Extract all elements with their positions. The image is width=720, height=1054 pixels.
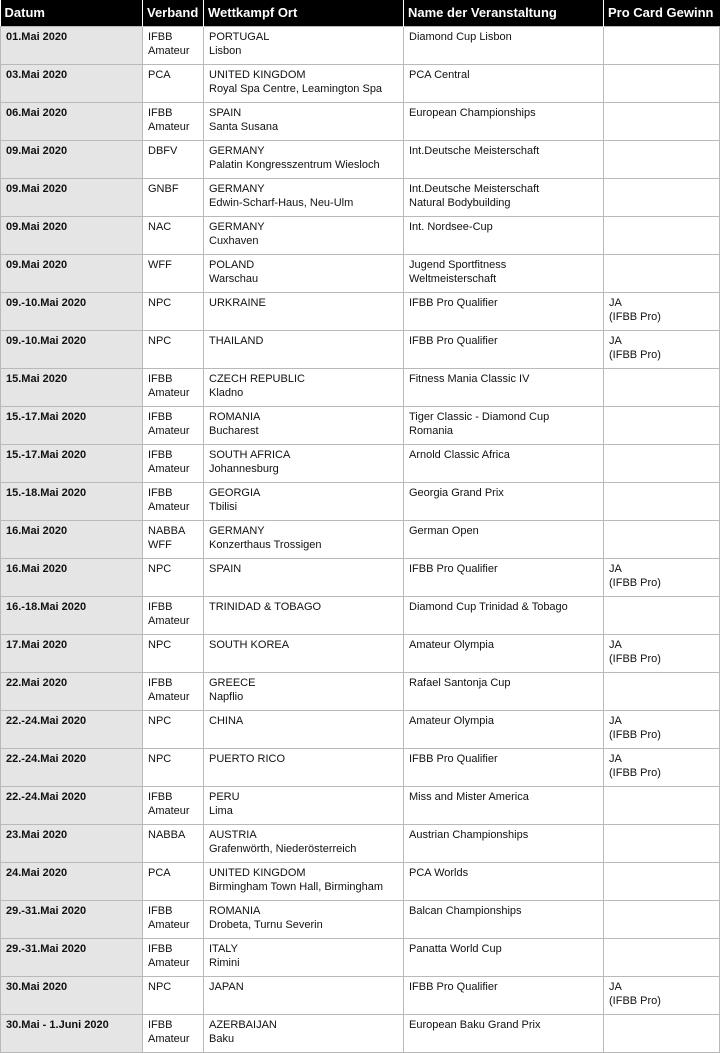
cell-location-line: POLAND — [209, 259, 255, 271]
cell-federation — [143, 369, 204, 407]
table-row — [1, 1015, 720, 1053]
cell-location — [204, 483, 404, 521]
cell-location-line: ROMANIA — [209, 905, 261, 917]
cell-location — [204, 559, 404, 597]
cell-federation — [143, 141, 204, 179]
cell-federation — [143, 1015, 204, 1053]
cell-federation-line: IFBB — [148, 487, 173, 499]
cell-date: 22.-24.Mai 2020 — [1, 787, 143, 825]
cell-federation-line: Amateur — [148, 919, 190, 931]
cell-location — [204, 293, 404, 331]
cell-location — [204, 521, 404, 559]
cell-federation — [143, 787, 204, 825]
cell-event — [404, 1015, 604, 1053]
cell-federation-line: NPC — [148, 563, 172, 575]
table-row — [1, 445, 720, 483]
cell-location — [204, 331, 404, 369]
cell-federation-line: NPC — [148, 639, 172, 651]
cell-procard-line: (IFBB Pro) — [609, 767, 661, 779]
table-body — [1, 27, 720, 1053]
cell-event — [404, 293, 604, 331]
cell-federation — [143, 103, 204, 141]
cell-location-line: UNITED KINGDOM — [209, 69, 306, 81]
cell-location-line: Santa Susana — [209, 121, 279, 133]
cell-procard — [604, 179, 720, 217]
cell-federation — [143, 445, 204, 483]
table-row — [1, 217, 720, 255]
cell-event-line: German Open — [409, 525, 479, 537]
cell-event-line: Weltmeisterschaft — [409, 273, 497, 285]
table-row — [1, 103, 720, 141]
cell-location-line: SOUTH AFRICA — [209, 449, 291, 461]
cell-location — [204, 179, 404, 217]
cell-location-line: ROMANIA — [209, 411, 261, 423]
cell-event — [404, 103, 604, 141]
header-date: Datum — [1, 0, 143, 27]
cell-event-line: Jugend Sportfitness — [409, 259, 507, 271]
cell-event — [404, 407, 604, 445]
cell-location-line: AZERBAIJAN — [209, 1019, 277, 1031]
cell-location — [204, 711, 404, 749]
cell-date: 22.-24.Mai 2020 — [1, 711, 143, 749]
cell-event — [404, 711, 604, 749]
cell-location-line: CZECH REPUBLIC — [209, 373, 305, 385]
cell-federation-line: Amateur — [148, 957, 190, 969]
cell-event-line: IFBB Pro Qualifier — [409, 297, 498, 309]
cell-procard — [604, 65, 720, 103]
cell-location-line: Grafenwörth, Niederösterreich — [209, 843, 357, 855]
cell-event-line: Tiger Classic - Diamond Cup — [409, 411, 550, 423]
cell-location-line: PORTUGAL — [209, 31, 270, 43]
cell-location — [204, 825, 404, 863]
cell-date: 29.-31.Mai 2020 — [1, 901, 143, 939]
cell-procard — [604, 1015, 720, 1053]
table-row — [1, 521, 720, 559]
table-row — [1, 141, 720, 179]
cell-federation-line: NPC — [148, 753, 172, 765]
cell-federation — [143, 597, 204, 635]
cell-location-line: Kladno — [209, 387, 244, 399]
table-row — [1, 179, 720, 217]
cell-event-line: Int.Deutsche Meisterschaft — [409, 183, 540, 195]
cell-date: 22.Mai 2020 — [1, 673, 143, 711]
cell-procard-line: JA — [609, 563, 622, 575]
cell-federation-line: IFBB — [148, 449, 173, 461]
cell-location-line: Baku — [209, 1033, 235, 1045]
cell-date: 17.Mai 2020 — [1, 635, 143, 673]
cell-location-line: Konzerthaus Trossigen — [209, 539, 322, 551]
cell-federation-line: IFBB — [148, 31, 173, 43]
cell-location-line: CHINA — [209, 715, 244, 727]
cell-procard-line: (IFBB Pro) — [609, 311, 661, 323]
cell-location — [204, 597, 404, 635]
cell-event-line: Miss and Mister America — [409, 791, 529, 803]
cell-procard — [604, 103, 720, 141]
cell-federation-line: IFBB — [148, 677, 173, 689]
cell-federation-line: IFBB — [148, 411, 173, 423]
cell-location-line: PERU — [209, 791, 240, 803]
cell-event-line: Diamond Cup Trinidad & Tobago — [409, 601, 568, 613]
cell-date: 09.Mai 2020 — [1, 179, 143, 217]
cell-date: 29.-31.Mai 2020 — [1, 939, 143, 977]
cell-procard — [604, 939, 720, 977]
cell-location-line: Drobeta, Turnu Severin — [209, 919, 323, 931]
cell-federation-line: NPC — [148, 335, 172, 347]
cell-event — [404, 521, 604, 559]
cell-event — [404, 65, 604, 103]
cell-location-line: THAILAND — [209, 335, 264, 347]
cell-federation — [143, 749, 204, 787]
table-row — [1, 597, 720, 635]
cell-event-line: Balcan Championships — [409, 905, 522, 917]
cell-location-line: GERMANY — [209, 145, 265, 157]
cell-date: 09.Mai 2020 — [1, 255, 143, 293]
cell-date: 23.Mai 2020 — [1, 825, 143, 863]
cell-event-line: European Baku Grand Prix — [409, 1019, 541, 1031]
cell-location-line: Rimini — [209, 957, 240, 969]
cell-federation — [143, 217, 204, 255]
cell-federation — [143, 559, 204, 597]
cell-procard — [604, 483, 720, 521]
cell-procard — [604, 445, 720, 483]
cell-event — [404, 255, 604, 293]
cell-event-line: IFBB Pro Qualifier — [409, 563, 498, 575]
cell-federation-line: GNBF — [148, 183, 179, 195]
cell-location — [204, 103, 404, 141]
table-row — [1, 749, 720, 787]
cell-procard-line: (IFBB Pro) — [609, 729, 661, 741]
cell-procard — [604, 901, 720, 939]
cell-event — [404, 369, 604, 407]
cell-location-line: SPAIN — [209, 107, 242, 119]
cell-event — [404, 597, 604, 635]
cell-federation-line: NABBA — [148, 829, 186, 841]
cell-location-line: Edwin-Scharf-Haus, Neu-Ulm — [209, 197, 354, 209]
table-row — [1, 293, 720, 331]
cell-location-line: Cuxhaven — [209, 235, 259, 247]
cell-procard — [604, 787, 720, 825]
cell-location-line: AUSTRIA — [209, 829, 257, 841]
cell-location — [204, 407, 404, 445]
cell-date: 09.Mai 2020 — [1, 141, 143, 179]
table-row — [1, 939, 720, 977]
table-row — [1, 635, 720, 673]
cell-federation-line: Amateur — [148, 805, 190, 817]
cell-federation-line: PCA — [148, 69, 171, 81]
header-federation: Verband — [143, 0, 204, 27]
cell-event — [404, 863, 604, 901]
cell-federation — [143, 635, 204, 673]
cell-procard-line: (IFBB Pro) — [609, 653, 661, 665]
cell-date: 03.Mai 2020 — [1, 65, 143, 103]
cell-procard — [604, 27, 720, 65]
cell-procard — [604, 711, 720, 749]
cell-event-line: PCA Central — [409, 69, 470, 81]
cell-date: 15.Mai 2020 — [1, 369, 143, 407]
cell-federation-line: Amateur — [148, 691, 190, 703]
cell-federation-line: Amateur — [148, 615, 190, 627]
cell-federation-line: Amateur — [148, 387, 190, 399]
cell-event — [404, 977, 604, 1015]
cell-federation — [143, 863, 204, 901]
cell-location — [204, 141, 404, 179]
cell-location-line: Birmingham Town Hall, Birmingham — [209, 881, 384, 893]
header-event: Name der Veranstaltung — [404, 0, 604, 27]
cell-date: 16.Mai 2020 — [1, 521, 143, 559]
cell-location-line: GERMANY — [209, 525, 265, 537]
cell-procard — [604, 977, 720, 1015]
table-row — [1, 369, 720, 407]
table-row — [1, 255, 720, 293]
cell-location-line: JAPAN — [209, 981, 244, 993]
cell-event-line: Amateur Olympia — [409, 715, 494, 727]
cell-federation-line: IFBB — [148, 601, 173, 613]
table-header — [1, 0, 720, 27]
cell-federation-line: Amateur — [148, 121, 190, 133]
cell-procard — [604, 673, 720, 711]
cell-location-line: TRINIDAD & TOBAGO — [209, 601, 322, 613]
cell-location — [204, 863, 404, 901]
cell-federation-line: Amateur — [148, 463, 190, 475]
cell-event — [404, 673, 604, 711]
table-row — [1, 483, 720, 521]
cell-location — [204, 787, 404, 825]
cell-date: 15.-17.Mai 2020 — [1, 445, 143, 483]
cell-location-line: Bucharest — [209, 425, 259, 437]
cell-procard — [604, 863, 720, 901]
cell-event-line: Int.Deutsche Meisterschaft — [409, 145, 540, 157]
cell-procard — [604, 559, 720, 597]
cell-location-line: URKRAINE — [209, 297, 266, 309]
cell-date: 01.Mai 2020 — [1, 27, 143, 65]
table-row — [1, 977, 720, 1015]
cell-event — [404, 483, 604, 521]
table-row — [1, 711, 720, 749]
cell-location-line: SPAIN — [209, 563, 242, 575]
cell-event-line: Amateur Olympia — [409, 639, 494, 651]
cell-date: 15.-17.Mai 2020 — [1, 407, 143, 445]
cell-location — [204, 65, 404, 103]
cell-procard — [604, 407, 720, 445]
cell-event — [404, 27, 604, 65]
cell-federation-line: NAC — [148, 221, 172, 233]
cell-date: 16.Mai 2020 — [1, 559, 143, 597]
cell-federation-line: Amateur — [148, 45, 190, 57]
table-row — [1, 825, 720, 863]
table-row — [1, 27, 720, 65]
cell-procard-line: JA — [609, 639, 622, 651]
cell-federation — [143, 939, 204, 977]
cell-federation-line: NPC — [148, 297, 172, 309]
cell-procard — [604, 293, 720, 331]
cell-date: 30.Mai 2020 — [1, 977, 143, 1015]
cell-event — [404, 179, 604, 217]
cell-date: 09.-10.Mai 2020 — [1, 293, 143, 331]
header-procard: Pro Card Gewinn — [604, 0, 720, 27]
cell-event-line: Georgia Grand Prix — [409, 487, 504, 499]
cell-federation-line: IFBB — [148, 905, 173, 917]
cell-event — [404, 749, 604, 787]
cell-date: 16.-18.Mai 2020 — [1, 597, 143, 635]
cell-procard — [604, 597, 720, 635]
cell-location — [204, 749, 404, 787]
cell-procard — [604, 749, 720, 787]
cell-federation — [143, 711, 204, 749]
cell-federation — [143, 483, 204, 521]
cell-location-line: Warschau — [209, 273, 259, 285]
cell-location — [204, 635, 404, 673]
cell-federation — [143, 65, 204, 103]
cell-location-line: PUERTO RICO — [209, 753, 285, 765]
cell-federation — [143, 977, 204, 1015]
cell-event-line: Arnold Classic Africa — [409, 449, 510, 461]
cell-location — [204, 901, 404, 939]
cell-location-line: GREECE — [209, 677, 256, 689]
cell-procard — [604, 217, 720, 255]
cell-event — [404, 559, 604, 597]
cell-date: 30.Mai - 1.Juni 2020 — [1, 1015, 143, 1053]
cell-federation — [143, 27, 204, 65]
cell-procard — [604, 825, 720, 863]
cell-date: 06.Mai 2020 — [1, 103, 143, 141]
cell-location — [204, 445, 404, 483]
cell-federation-line: IFBB — [148, 943, 173, 955]
cell-event-line: IFBB Pro Qualifier — [409, 981, 498, 993]
cell-federation — [143, 673, 204, 711]
cell-event — [404, 141, 604, 179]
cell-procard — [604, 255, 720, 293]
table-row — [1, 901, 720, 939]
table-row — [1, 407, 720, 445]
cell-event-line: PCA Worlds — [409, 867, 469, 879]
cell-location — [204, 939, 404, 977]
cell-date: 22.-24.Mai 2020 — [1, 749, 143, 787]
cell-location-line: Johannesburg — [209, 463, 279, 475]
cell-location-line: ITALY — [209, 943, 238, 955]
cell-event-line: Natural Bodybuilding — [409, 197, 511, 209]
cell-event — [404, 901, 604, 939]
cell-event — [404, 445, 604, 483]
cell-location-line: Lima — [209, 805, 233, 817]
table-row — [1, 787, 720, 825]
cell-location-line: GERMANY — [209, 221, 265, 233]
cell-federation — [143, 407, 204, 445]
cell-location-line: Palatin Kongresszentrum Wiesloch — [209, 159, 380, 171]
cell-date: 15.-18.Mai 2020 — [1, 483, 143, 521]
cell-federation-line: WFF — [148, 259, 172, 271]
cell-procard — [604, 141, 720, 179]
cell-location — [204, 673, 404, 711]
cell-event — [404, 635, 604, 673]
cell-event-line: Austrian Championships — [409, 829, 529, 841]
cell-location — [204, 977, 404, 1015]
cell-location-line: GERMANY — [209, 183, 265, 195]
cell-federation-line: Amateur — [148, 501, 190, 513]
cell-event-line: IFBB Pro Qualifier — [409, 335, 498, 347]
cell-event-line: Panatta World Cup — [409, 943, 502, 955]
cell-location — [204, 255, 404, 293]
cell-federation-line: NPC — [148, 715, 172, 727]
cell-location-line: Royal Spa Centre, Leamington Spa — [209, 83, 383, 95]
cell-federation — [143, 825, 204, 863]
table-row — [1, 559, 720, 597]
cell-federation-line: IFBB — [148, 1019, 173, 1031]
cell-location-line: GEORGIA — [209, 487, 261, 499]
table-row — [1, 863, 720, 901]
cell-procard-line: JA — [609, 297, 622, 309]
cell-procard — [604, 331, 720, 369]
cell-federation-line: IFBB — [148, 791, 173, 803]
cell-federation — [143, 293, 204, 331]
cell-procard — [604, 635, 720, 673]
cell-event-line: Fitness Mania Classic IV — [409, 373, 530, 385]
cell-event — [404, 217, 604, 255]
cell-federation-line: NPC — [148, 981, 172, 993]
cell-procard — [604, 369, 720, 407]
cell-event — [404, 825, 604, 863]
cell-event-line: Rafael Santonja Cup — [409, 677, 511, 689]
cell-federation — [143, 901, 204, 939]
cell-location — [204, 27, 404, 65]
cell-event — [404, 331, 604, 369]
cell-procard-line: JA — [609, 981, 622, 993]
cell-federation-line: IFBB — [148, 373, 173, 385]
cell-federation-line: Amateur — [148, 425, 190, 437]
cell-federation-line: WFF — [148, 539, 172, 551]
cell-location — [204, 1015, 404, 1053]
cell-location — [204, 369, 404, 407]
cell-procard-line: (IFBB Pro) — [609, 349, 661, 361]
cell-procard-line: JA — [609, 335, 622, 347]
cell-location — [204, 217, 404, 255]
cell-federation — [143, 179, 204, 217]
cell-federation-line: DBFV — [148, 145, 178, 157]
cell-location-line: Tbilisi — [209, 501, 238, 513]
cell-event-line: Diamond Cup Lisbon — [409, 31, 512, 43]
cell-federation — [143, 521, 204, 559]
cell-federation-line: Amateur — [148, 1033, 190, 1045]
cell-federation-line: PCA — [148, 867, 171, 879]
cell-event-line: Int. Nordsee-Cup — [409, 221, 493, 233]
cell-event-line: European Championships — [409, 107, 536, 119]
cell-event-line: Romania — [409, 425, 454, 437]
cell-procard-line: JA — [609, 753, 622, 765]
cell-event — [404, 939, 604, 977]
cell-date: 24.Mai 2020 — [1, 863, 143, 901]
cell-procard-line: JA — [609, 715, 622, 727]
cell-procard-line: (IFBB Pro) — [609, 995, 661, 1007]
cell-date: 09.Mai 2020 — [1, 217, 143, 255]
cell-federation — [143, 331, 204, 369]
table-row — [1, 331, 720, 369]
cell-date: 09.-10.Mai 2020 — [1, 331, 143, 369]
cell-location-line: UNITED KINGDOM — [209, 867, 306, 879]
cell-procard — [604, 521, 720, 559]
table-row — [1, 65, 720, 103]
cell-location-line: Lisbon — [209, 45, 242, 57]
cell-location-line: SOUTH KOREA — [209, 639, 290, 651]
cell-procard-line: (IFBB Pro) — [609, 577, 661, 589]
cell-federation — [143, 255, 204, 293]
cell-location-line: Napflio — [209, 691, 244, 703]
cell-event-line: IFBB Pro Qualifier — [409, 753, 498, 765]
cell-federation-line: IFBB — [148, 107, 173, 119]
table-row — [1, 673, 720, 711]
cell-event — [404, 787, 604, 825]
header-location: Wettkampf Ort — [204, 0, 404, 27]
cell-federation-line: NABBA — [148, 525, 186, 537]
